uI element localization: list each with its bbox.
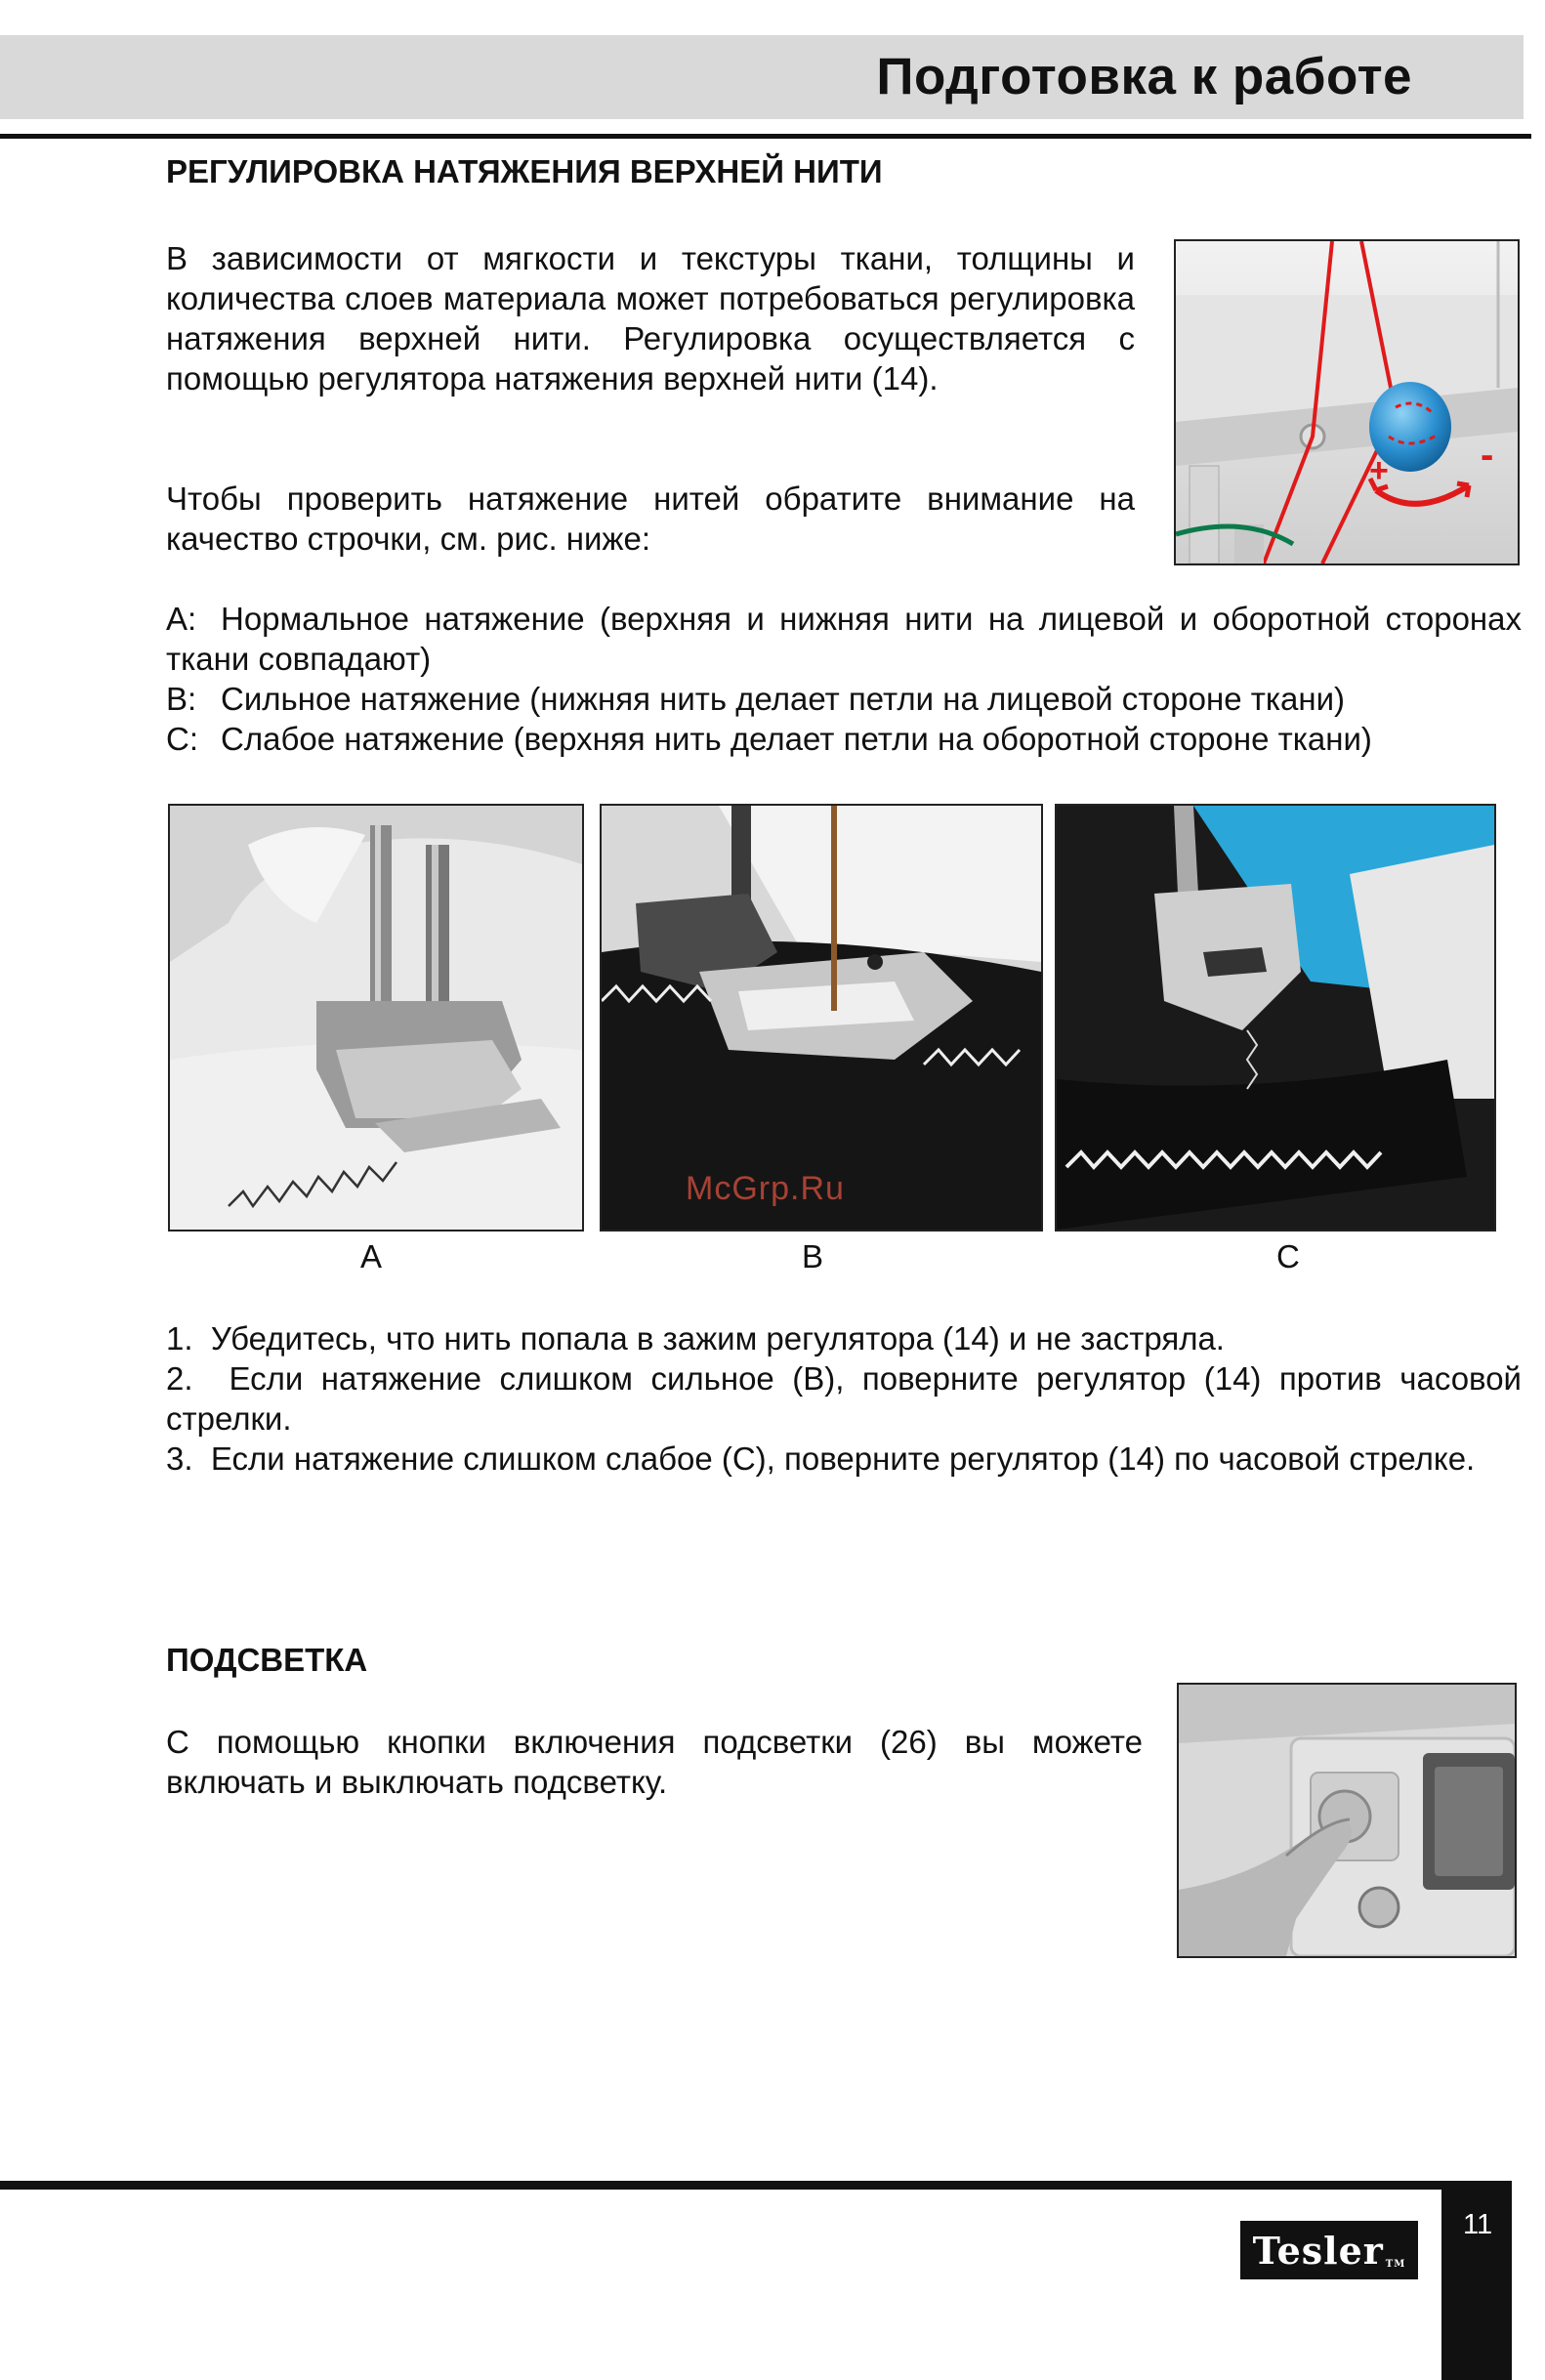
dial-plus-sign: + xyxy=(1369,452,1389,489)
tension-check-paragraph: Чтобы проверить натяжение нитей обратите внимание на качество строчки, см. рис. ниже: xyxy=(166,480,1135,557)
stitch-loose-illustration xyxy=(1057,806,1494,1230)
state-text-a: Нормальное натяжение (верхняя и нижняя нити на лицевой и оборотной сторонах ткани совпадают) xyxy=(166,601,1522,677)
caption-b: B xyxy=(802,1238,824,1274)
state-row-c xyxy=(166,719,1522,759)
stitch-photo-c xyxy=(1055,804,1496,1232)
state-text-c: Слабое натяжение (верхняя нить делает петли на оборотной стороне ткани) xyxy=(221,721,1372,757)
watermark-text: McGrp.Ru xyxy=(686,1170,845,1207)
step-3: 3. Если натяжение слишком слабое (C), поверните регулятор (14) по часовой стрелке. xyxy=(166,1441,1476,1477)
tension-intro-paragraph: В зависимости от мягкости и текстуры ткани, толщины и количества слоев материала может потребоваться регулировка натяжения верхней нити. Регулировка осуществляется с помощью регулятора натяжения верхней нити (14). xyxy=(166,240,1135,397)
state-row-a xyxy=(166,599,1522,679)
caption-a: A xyxy=(360,1238,383,1274)
state-text-b: Сильное натяжение (нижняя нить делает петли на лицевой стороне ткани) xyxy=(221,681,1346,717)
page-number: 11 xyxy=(1463,2209,1493,2240)
light-button-image xyxy=(1177,1683,1517,1958)
state-label-a: A: xyxy=(166,601,197,637)
brand-logo-text: Tesler xyxy=(1252,2228,1384,2273)
page-title: Подготовка к работе xyxy=(876,48,1412,105)
stitch-photo-b xyxy=(600,804,1043,1232)
caption-c: C xyxy=(1276,1238,1300,1274)
stitch-tight-illustration xyxy=(602,806,1041,1230)
footer-divider xyxy=(0,2181,1441,2190)
step-2: 2. Если натяжение слишком сильное (B), поверните регулятор (14) против часовой стрелки. xyxy=(166,1360,1522,1437)
tension-dial-illustration xyxy=(1176,241,1518,564)
state-row-b xyxy=(166,679,1522,719)
section-heading-light: ПОДСВЕТКА xyxy=(166,1642,368,1678)
stitch-normal-illustration xyxy=(170,806,582,1230)
brand-trademark: TM xyxy=(1385,2259,1406,2270)
header-divider xyxy=(0,134,1531,139)
step-1: 1. Убедитесь, что нить попала в зажим регулятора (14) и не застряла. xyxy=(166,1320,1225,1357)
stitch-photo-a xyxy=(168,804,584,1232)
light-paragraph: С помощью кнопки включения подсветки (26) вы можете включать и выключать подсветку. xyxy=(166,1724,1143,1800)
state-label-c: C: xyxy=(166,721,198,757)
section-heading-tension: РЕГУЛИРОВКА НАТЯЖЕНИЯ ВЕРХНЕЙ НИТИ xyxy=(166,153,883,189)
tension-dial-image xyxy=(1174,239,1520,565)
light-button-illustration xyxy=(1179,1685,1515,1956)
state-label-b: B: xyxy=(166,681,197,717)
dial-minus-sign: - xyxy=(1481,434,1494,477)
brand-logo xyxy=(1240,2221,1418,2279)
